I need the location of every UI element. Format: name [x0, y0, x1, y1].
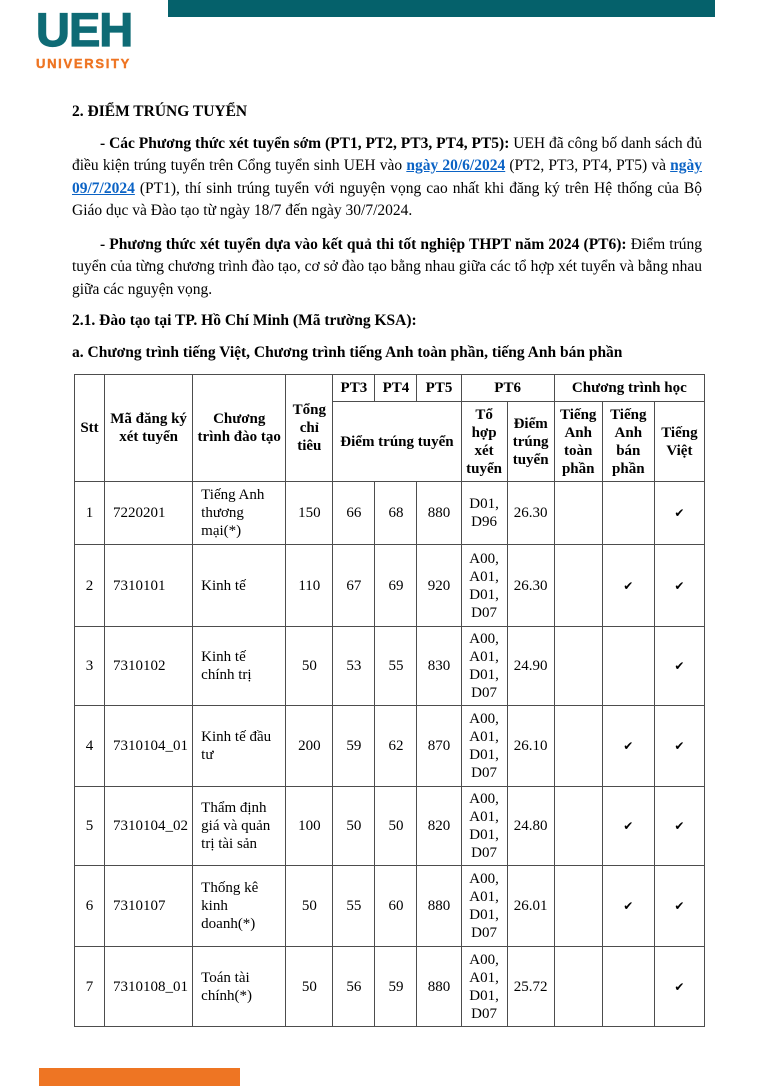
cell-pt6-score: 24.90: [507, 627, 554, 706]
col-header-pt3: PT3: [333, 375, 375, 402]
col-header-pt6: PT6: [461, 375, 554, 402]
cell-quota: 100: [286, 787, 333, 866]
cell-english-partial: [602, 706, 654, 787]
body-text: Điểm trúng tuyển của từng chương trình đào tạo, cơ sở đào tạo bằng nhau giữa các tổ hợp xét tuyển và bằng nhau giữa các nguyện vọng.: [72, 235, 702, 298]
cell-vietnamese: [654, 866, 704, 947]
cell-pt6-score: 26.30: [507, 545, 554, 627]
cell-pt6-score: 26.10: [507, 706, 554, 787]
cell-stt: 1: [75, 482, 105, 545]
checkmark-icon: ✔: [674, 899, 685, 913]
ueh-logo-subtitle: UNIVERSITY: [36, 55, 132, 71]
cell-english-full: [554, 866, 602, 947]
cell-pt3-score: 67: [333, 545, 375, 627]
ueh-logo: [36, 3, 133, 71]
cell-pt3-score: 53: [333, 627, 375, 706]
col-header-english-partial: Tiếng Anh bán phần: [602, 402, 654, 482]
cell-pt4-score: 68: [375, 482, 417, 545]
cell-english-full: [554, 947, 602, 1027]
cell-subject-combination: A00, A01, D01, D07: [461, 545, 507, 627]
paragraph-early-admission-methods: [72, 133, 702, 223]
cell-quota: 200: [286, 706, 333, 787]
cell-english-full: [554, 787, 602, 866]
cell-registration-code: 7310107: [105, 866, 193, 947]
cell-program-name: Thống kê kinh doanh(*): [193, 866, 286, 947]
cell-stt: 2: [75, 545, 105, 627]
section-2-1-heading: 2.1. Đào tạo tại TP. Hồ Chí Minh (Mã trường KSA):: [72, 312, 417, 329]
body-text: (PT2, PT3, PT4, PT5) và: [505, 157, 671, 174]
cell-stt: 3: [75, 627, 105, 706]
cell-pt5-score: 880: [417, 866, 461, 947]
bold-text: - Các Phương thức xét tuyển sớm (PT1, PT2, PT3, PT4, PT5):: [100, 134, 514, 152]
top-accent-bar: [168, 0, 715, 17]
cell-pt4-score: 55: [375, 627, 417, 706]
cell-subject-combination: A00, A01, D01, D07: [461, 947, 507, 1027]
cell-english-full: [554, 706, 602, 787]
checkmark-icon: ✔: [623, 819, 634, 833]
col-header-pt4: PT4: [375, 375, 417, 402]
col-header-admission-score: Điểm trúng tuyển: [333, 402, 461, 482]
cell-subject-combination: D01, D96: [461, 482, 507, 545]
cell-pt5-score: 920: [417, 545, 461, 627]
cell-pt5-score: 830: [417, 627, 461, 706]
admission-scores-table: [74, 374, 705, 1027]
section-a-heading: a. Chương trình tiếng Việt, Chương trình tiếng Anh toàn phần, tiếng Anh bán phần: [72, 343, 623, 361]
col-header-stt: Stt: [75, 375, 105, 482]
col-header-pt5: PT5: [417, 375, 461, 402]
checkmark-icon: ✔: [674, 578, 685, 593]
cell-pt6-score: 24.80: [507, 787, 554, 866]
bold-text: - Phương thức xét tuyển dựa vào kết quả thi tốt nghiệp THPT năm 2024 (PT6):: [100, 235, 631, 253]
document-body: [72, 101, 702, 1027]
table-row: [75, 947, 705, 1027]
cell-pt6-score: 26.01: [507, 866, 554, 947]
col-header-vietnamese: Tiếng Việt: [654, 402, 704, 482]
cell-program-name: Thẩm định giá và quản trị tài sản: [193, 787, 286, 866]
cell-registration-code: 7220201: [105, 482, 193, 545]
cell-program-name: Toán tài chính(*): [193, 947, 286, 1027]
cell-registration-code: 7310104_01: [105, 706, 193, 787]
cell-registration-code: 7310102: [105, 627, 193, 706]
table-row: [75, 545, 705, 627]
cell-registration-code: 7310108_01: [105, 947, 193, 1027]
cell-pt3-score: 56: [333, 947, 375, 1027]
cell-subject-combination: A00, A01, D01, D07: [461, 866, 507, 947]
checkmark-icon: ✔: [674, 819, 685, 833]
col-header-program: Chương trình đào tạo: [193, 375, 286, 482]
cell-pt6-score: 25.72: [507, 947, 554, 1027]
checkmark-icon: ✔: [674, 506, 685, 520]
cell-pt3-score: 59: [333, 706, 375, 787]
cell-english-full: [554, 627, 602, 706]
checkmark-icon: ✔: [623, 578, 634, 593]
cell-quota: 50: [286, 627, 333, 706]
paragraph-thpt-method: [72, 234, 702, 302]
cell-program-name: Kinh tế đầu tư: [193, 706, 286, 787]
table-row: [75, 706, 705, 787]
col-header-registration-code: Mã đăng ký xét tuyển: [105, 375, 193, 482]
cell-pt4-score: 62: [375, 706, 417, 787]
cell-vietnamese: [654, 627, 704, 706]
cell-stt: 6: [75, 866, 105, 947]
cell-pt5-score: 820: [417, 787, 461, 866]
table-row: [75, 866, 705, 947]
cell-pt4-score: 60: [375, 866, 417, 947]
col-header-quota: Tổng chỉ tiêu: [286, 375, 333, 482]
cell-english-partial: [602, 947, 654, 1027]
cell-pt4-score: 59: [375, 947, 417, 1027]
cell-quota: 150: [286, 482, 333, 545]
cell-pt5-score: 870: [417, 706, 461, 787]
cell-pt3-score: 55: [333, 866, 375, 947]
cell-pt6-score: 26.30: [507, 482, 554, 545]
cell-vietnamese: [654, 787, 704, 866]
cell-pt3-score: 66: [333, 482, 375, 545]
date-link[interactable]: ngày 09/7/2024: [72, 157, 703, 197]
cell-english-full: [554, 545, 602, 627]
cell-vietnamese: [654, 545, 704, 627]
cell-english-full: [554, 482, 602, 545]
cell-vietnamese: [654, 947, 704, 1027]
cell-program-name: Tiếng Anh thương mại(*): [193, 482, 286, 545]
cell-pt4-score: 69: [375, 545, 417, 627]
date-link[interactable]: ngày 20/6/2024: [406, 157, 506, 174]
cell-pt5-score: 880: [417, 947, 461, 1027]
section-2-heading: 2. ĐIỂM TRÚNG TUYỂN: [72, 103, 248, 120]
checkmark-icon: ✔: [623, 899, 634, 913]
checkmark-icon: ✔: [674, 739, 685, 753]
cell-subject-combination: A00, A01, D01, D07: [461, 627, 507, 706]
cell-english-partial: [602, 627, 654, 706]
col-header-program-group: Chương trình học: [554, 375, 704, 402]
cell-subject-combination: A00, A01, D01, D07: [461, 787, 507, 866]
cell-english-partial: [602, 866, 654, 947]
cell-english-partial: [602, 545, 654, 627]
cell-english-partial: [602, 787, 654, 866]
cell-registration-code: 7310101: [105, 545, 193, 627]
col-header-pt6-score: Điểm trúng tuyển: [507, 402, 554, 482]
table-row: [75, 627, 705, 706]
cell-english-partial: [602, 482, 654, 545]
cell-subject-combination: A00, A01, D01, D07: [461, 706, 507, 787]
col-header-english-full: Tiếng Anh toàn phần: [554, 402, 602, 482]
col-header-subject-combination: Tổ hợp xét tuyển: [461, 402, 507, 482]
body-text: (PT1), thí sinh trúng tuyển với nguyện vọng cao nhất khi đăng ký trên Hệ thống của Bộ Giáo dục và Đào tạo từ ngày 18/7 đến ngày 30/7/2024.: [72, 179, 702, 219]
cell-quota: 110: [286, 545, 333, 627]
cell-registration-code: 7310104_02: [105, 787, 193, 866]
ueh-logo-text: UEH: [36, 3, 133, 56]
cell-stt: 4: [75, 706, 105, 787]
cell-vietnamese: [654, 706, 704, 787]
cell-stt: 7: [75, 947, 105, 1027]
cell-pt3-score: 50: [333, 787, 375, 866]
cell-vietnamese: [654, 482, 704, 545]
bottom-accent-bar: [39, 1068, 240, 1086]
cell-quota: 50: [286, 866, 333, 947]
cell-stt: 5: [75, 787, 105, 866]
cell-program-name: Kinh tế: [193, 545, 286, 627]
checkmark-icon: ✔: [623, 739, 634, 753]
cell-pt5-score: 880: [417, 482, 461, 545]
cell-quota: 50: [286, 947, 333, 1027]
body-text: UEH đã công bố danh sách đủ điều kiện trúng tuyển trên Cổng tuyển sinh UEH vào: [72, 134, 702, 174]
checkmark-icon: ✔: [674, 979, 685, 994]
checkmark-icon: ✔: [674, 659, 685, 673]
cell-program-name: Kinh tế chính trị: [193, 627, 286, 706]
table-row: [75, 482, 705, 545]
table-row: [75, 787, 705, 866]
cell-pt4-score: 50: [375, 787, 417, 866]
